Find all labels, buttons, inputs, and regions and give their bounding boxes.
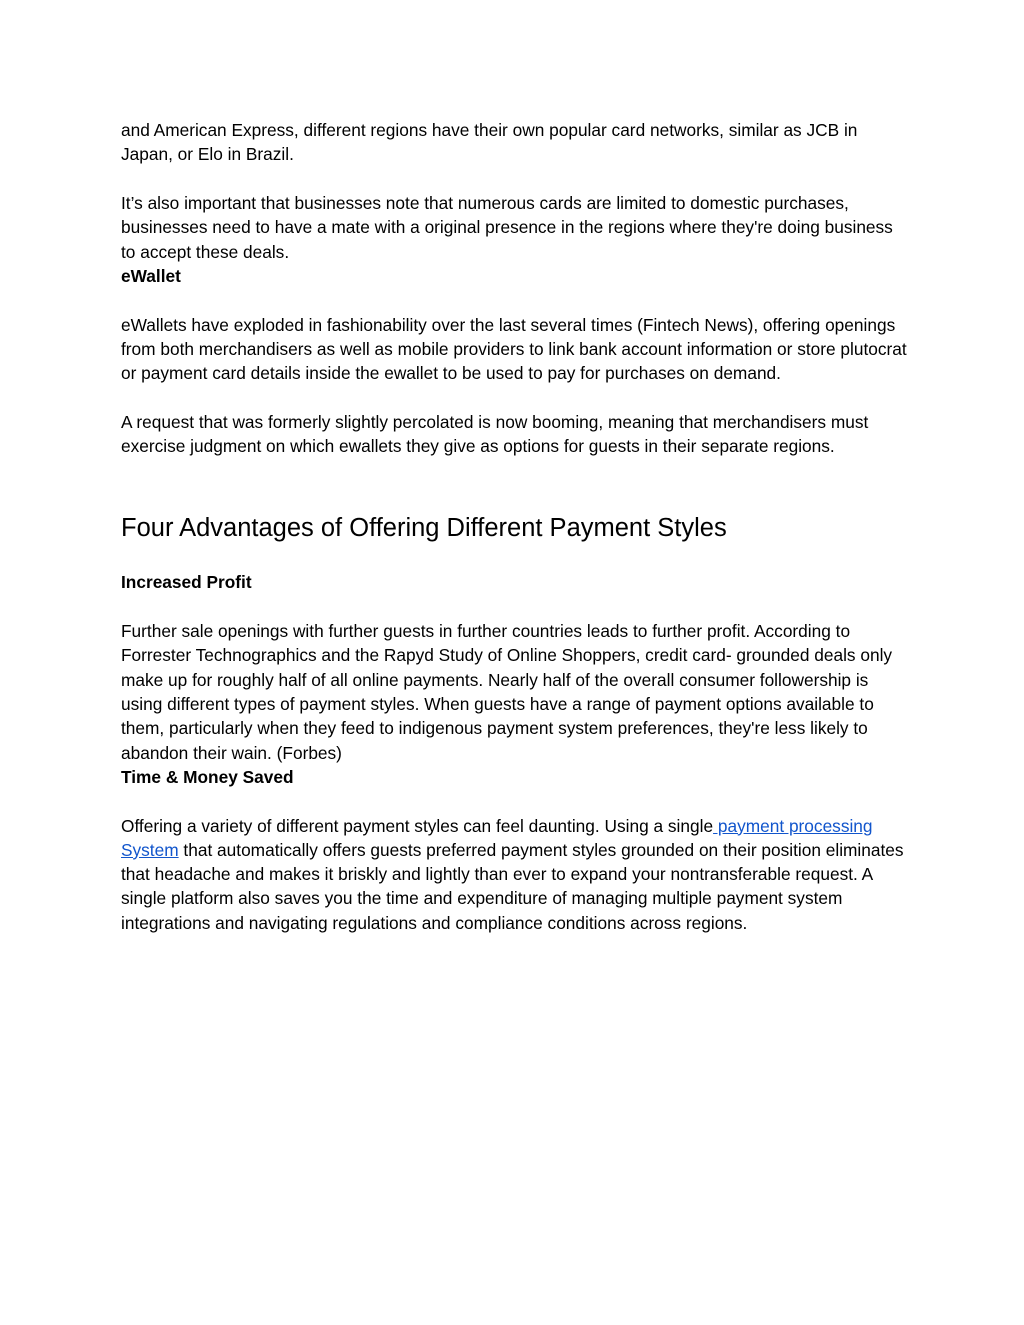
heading-ewallet: eWallet: [121, 265, 181, 286]
heading-increased-profit: Increased Profit: [121, 572, 252, 593]
paragraph-request-booming: A request that was formerly slightly percolated is now booming, meaning that merchandisers must exercise judgment on which ewallets they give as options for guests in their separate regions.: [121, 411, 869, 457]
paragraph-further-sale: Further sale openings with further guests in further countries leads to further profit. According to Forrester Technographics and the Rapyd Study of Online Shoppers, credit card- grounded deals only make up for roughly half of all online payments. Nearly half of the overall consumer followership is using different types of payment styles. When guests have a range of payment options available to them, particularly when they feed to indigenous payment system preferences, they're less likely to abandon their wain. (Forbes): [121, 621, 893, 763]
document-page: [121, 118, 911, 935]
section-heading-four-advantages: Four Advantages of Offering Different Payment Styles: [121, 514, 727, 543]
paragraph-text-after-link: that automatically offers guests preferred payment styles grounded on their position eliminates that headache and makes it briskly and lightly than ever to expand your nontransferable request. A single platform also saves you the time and expenditure of managing multiple payment system integrations and navigating regulations and compliance conditions across regions.: [121, 839, 904, 933]
paragraph-card-networks: and American Express, different regions have their own popular card networks, similar as JCB in Japan, or Elo in Brazil.: [121, 120, 858, 165]
heading-time-money-saved: Time & Money Saved: [121, 766, 294, 787]
paragraph-ewallets-exploded: eWallets have exploded in fashionability over the last several times (Fintech News), offering openings from both merchandisers as well as mobile providers to link bank account information or store plutocrat or payment card details inside the ewallet to be used to pay for purchases on demand.: [121, 314, 907, 384]
paragraph-domestic-purchases: It’s also important that businesses note that numerous cards are limited to domestic purchases, businesses need to have a mate with a original presence in the regions where they're doing business to accept these deals.: [121, 192, 893, 262]
payment-processing-system-link[interactable]: payment processing System: [121, 815, 873, 860]
paragraph-text-before-link: Offering a variety of different payment styles can feel daunting. Using a single: [121, 815, 714, 836]
paragraph-offering-variety: [121, 814, 911, 935]
